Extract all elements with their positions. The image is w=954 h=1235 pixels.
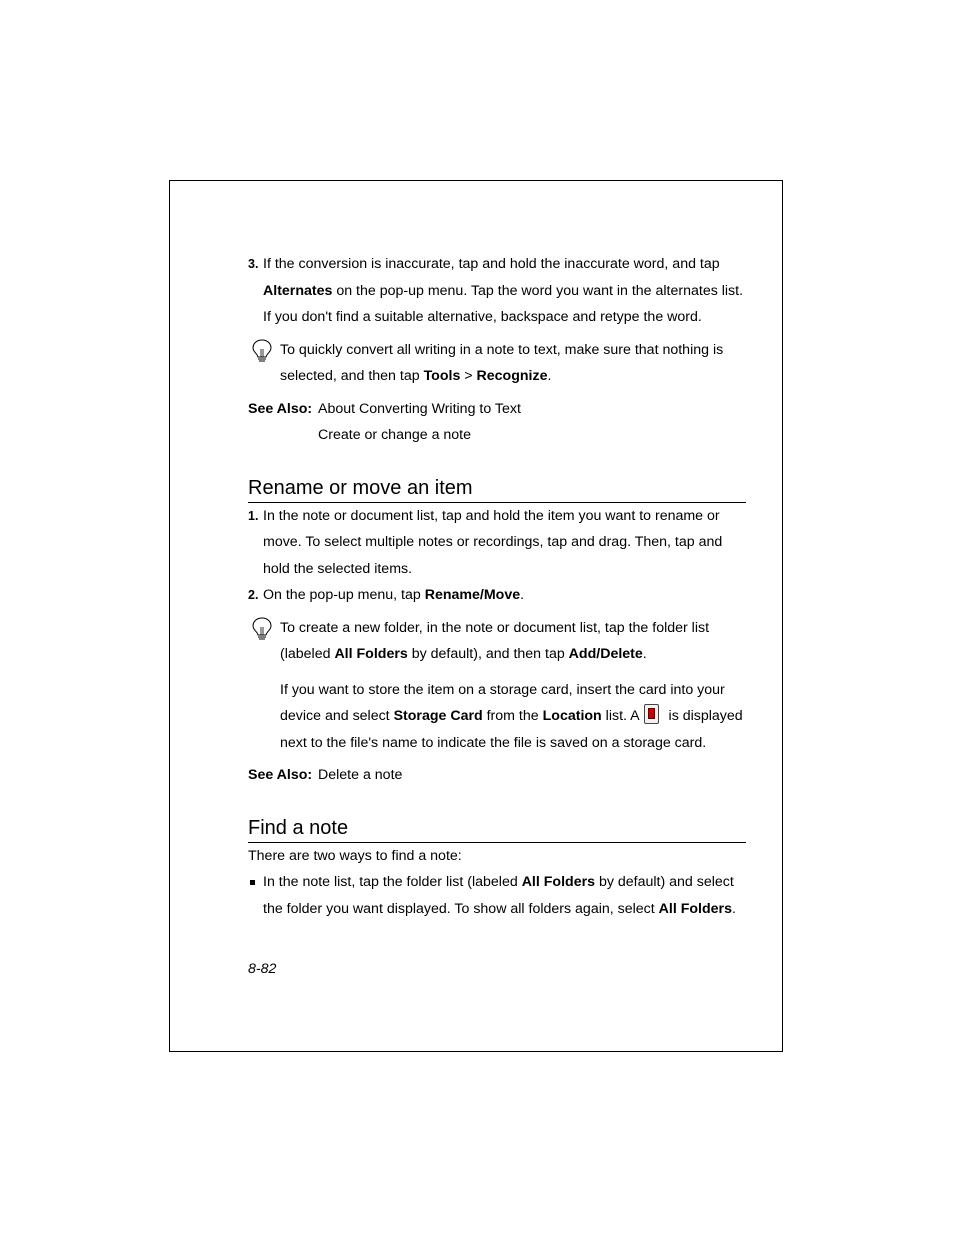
tip-paragraph: If you want to store the item on a storage card, insert the card into your device and select Storage Card from the Location list. A is displayed next to the file's name to indicate the file is saved on a storage card. bbox=[280, 681, 743, 751]
step-number: 2. bbox=[248, 588, 259, 602]
see-also-link[interactable]: About Converting Writing to Text bbox=[318, 400, 521, 417]
step-number: 3. bbox=[248, 257, 259, 271]
rename-step-1: 1. In the note or document list, tap and hold the item you want to rename or move. To select multiple notes or recordings, tap and drag. Then, tap and hold the selected items. bbox=[248, 503, 746, 583]
page-content bbox=[248, 251, 746, 983]
rename-step-2: 2. On the pop-up menu, tap Rename/Move. bbox=[248, 582, 746, 609]
step-number: 1. bbox=[248, 508, 259, 523]
see-also-link[interactable]: Create or change a note bbox=[318, 427, 472, 443]
tip-paragraph: To create a new folder, in the note or document list, tap the folder list (labeled All Folders by default), and then tap Add/Delete. bbox=[280, 619, 710, 662]
find-intro: There are two ways to find a note: bbox=[248, 847, 462, 864]
tip-convert: To quickly convert all writing in a note to text, make sure that nothing is selected, and then tap Tools > Recognize. bbox=[248, 337, 746, 390]
section-heading-rename: Rename or move an item bbox=[248, 475, 746, 503]
see-also-1 bbox=[248, 396, 746, 449]
step-3: 3. If the conversion is inaccurate, tap and hold the inaccurate word, and tap Alternates on the pop-up menu. Tap the word you want in the alternates list. If you don't find a suitable alternative, backspace and retype the word. bbox=[248, 251, 746, 331]
bullet-marker bbox=[250, 880, 255, 885]
tip-folder bbox=[248, 615, 746, 757]
see-also-label: See Also: bbox=[248, 400, 313, 417]
see-also-link[interactable]: Delete a note bbox=[318, 767, 403, 783]
find-bullet-1: In the note list, tap the folder list (labeled All Folders by default) and select the folder you want displayed. To show all folders again, select All Folders. bbox=[248, 869, 746, 922]
storage-card-icon bbox=[644, 704, 659, 724]
section-heading-find: Find a note bbox=[248, 815, 746, 843]
page-number: 8-82 bbox=[248, 961, 277, 977]
see-also-label: See Also: bbox=[248, 767, 313, 783]
lightbulb-icon bbox=[250, 338, 274, 364]
see-also-2 bbox=[248, 762, 746, 789]
lightbulb-icon bbox=[250, 616, 274, 642]
